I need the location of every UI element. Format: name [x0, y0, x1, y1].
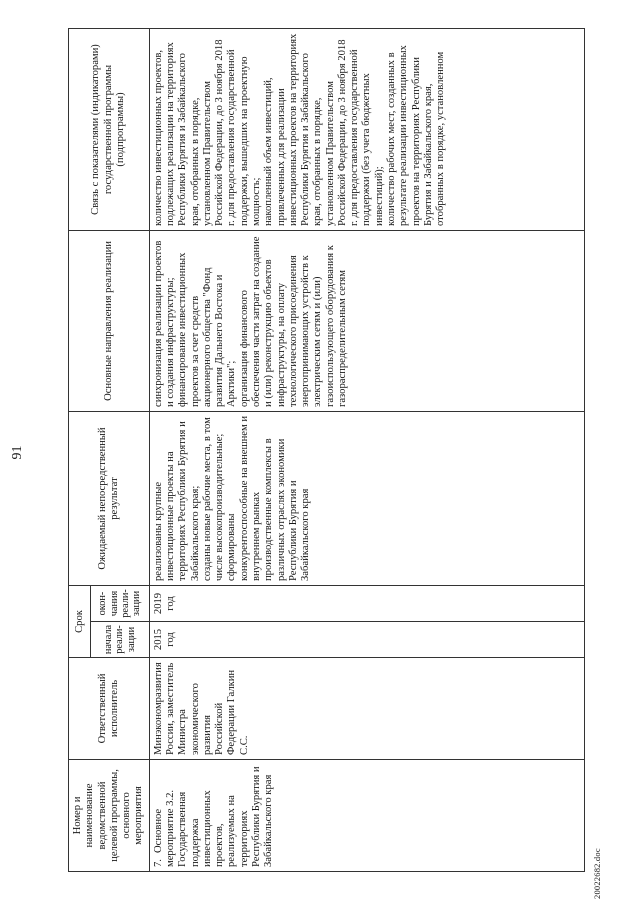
program-name-text: Основное мероприятие 3.2. Государственная поддержка инвестиционных проектов, реализуемых на территориях Республики Бурятия и Забайкальского края [152, 766, 275, 867]
header-term: Срок [69, 586, 91, 658]
header-indicators-link: Связь с показателями (индикаторами) государственной программы (подпрограммы) [69, 29, 150, 231]
row-number: 7. [152, 859, 164, 867]
header-main-directions: Основные направления реализации [69, 231, 150, 412]
header-program-name: Номер и наименование ведомственной целевой программы, основного мероприятия [69, 760, 150, 872]
cell-main-directions: синхронизация реализации проектов и создания инфраструктуры; финансирование инвестиционных проектов за счет средств акционерного общества "Фонд развития Дальнего Востока и Арктики"; организация финансового обеспечения части затрат на создание и (или) реконструкцию объектов инфраструктуры, на оплату технологического присоединения энергопринимающих устройств к электрическим сетям и (или) газоиспользующего оборудования к газораспределительным сетям [149, 231, 584, 412]
header-term-end: окон- чания реали- зации [91, 586, 149, 622]
cell-term-end: 2019 год [149, 586, 584, 622]
cell-term-start: 2015 год [149, 622, 584, 658]
page-number: 91 [10, 445, 25, 460]
header-responsible: Ответственный исполнитель [69, 658, 150, 760]
header-expected-result: Ожидаемый непосредственный результат [69, 412, 150, 586]
cell-expected-result: реализованы крупные инвестиционные проекты на территориях Республики Бурятия и Забайкальского края; созданы новые рабочие места, в том числе высокопроизводительные; сформированы конкурентоспособные на внешнем и внутреннем рынках производственные комплексы в различных отраслях экономики Республики Бурятия и Забайкальского края [149, 412, 584, 586]
table-row [149, 29, 584, 872]
measures-table [68, 28, 585, 872]
cell-responsible: Минэкономразвития России, заместитель Министра экономического развития Российской Федерации Галкин С.С. [149, 658, 584, 760]
cell-program-name [149, 760, 584, 872]
header-term-start: начала реали- зации [91, 622, 149, 658]
cell-indicators-link: количество инвестиционных проектов, подлежащих реализации на территориях Республики Бурятия и Забайкальского края, отобранных в порядке, установленном Правительством Российской Федерации, до 3 ноября 2018 г. для предоставления государственной поддержки, вышедших на проектную мощность; накопленный объем инвестиций, привлеченных для реализации инвестиционных проектов на территориях Республики Бурятия и Забайкальского края, отобранных в порядке, установленном Правительством Российской Федерации, до 3 ноября 2018 г. для предоставления государственной поддержки (без учета бюджетных инвестиций); количество рабочих мест, созданных в результате реализации инвестиционных проектов на территориях Республики Бурятия и Забайкальского края, отобранных в порядке, установленном [149, 29, 584, 231]
document-code: 20022682.doc [592, 848, 602, 899]
